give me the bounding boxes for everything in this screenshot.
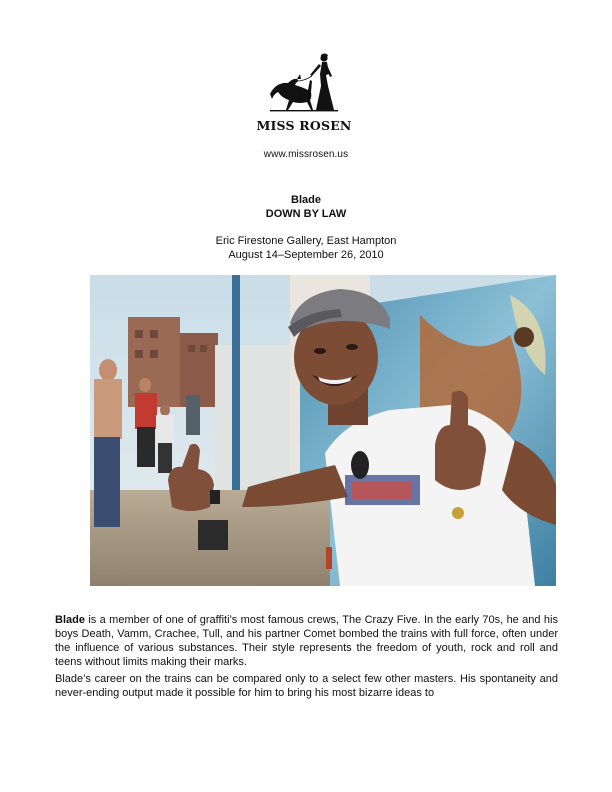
svg-text:MISS ROSEN: MISS ROSEN (256, 118, 352, 133)
photo-illustration (90, 275, 556, 586)
artist-photo (90, 275, 556, 586)
paragraph-1 (55, 613, 558, 669)
paragraph-2-text: Blade’s career on the trains can be compared only to a select few other masters. His spontaneity and never-ending output made it possible for him to bring his most bizarre ideas to (55, 673, 558, 699)
venue-block (0, 234, 612, 262)
paragraph-1-lead: Blade (55, 614, 85, 626)
exhibition-heading (0, 193, 612, 221)
exhibition-title: DOWN BY LAW (265, 208, 347, 220)
paragraph-2 (55, 672, 558, 700)
artist-name: Blade (291, 194, 321, 206)
miss-rosen-logo (256, 52, 352, 138)
website-url[interactable]: www.missrosen.us (263, 149, 349, 160)
venue-name: Eric Firestone Gallery, East Hampton (215, 235, 397, 247)
woman-with-dog-logo-icon (256, 52, 352, 138)
paragraph-1-text: is a member of one of graffiti’s most famous crews, The Crazy Five. In the early 70s, he and his boys Death, Vamm, Crachee, Tull, and his partner Comet bombed the trains with full force, often under the influence of various substances. Their style represents the freedom of youth, rock and roll and teens without limits making their marks. (55, 614, 558, 668)
exhibition-dates: August 14–September 26, 2010 (228, 249, 384, 261)
